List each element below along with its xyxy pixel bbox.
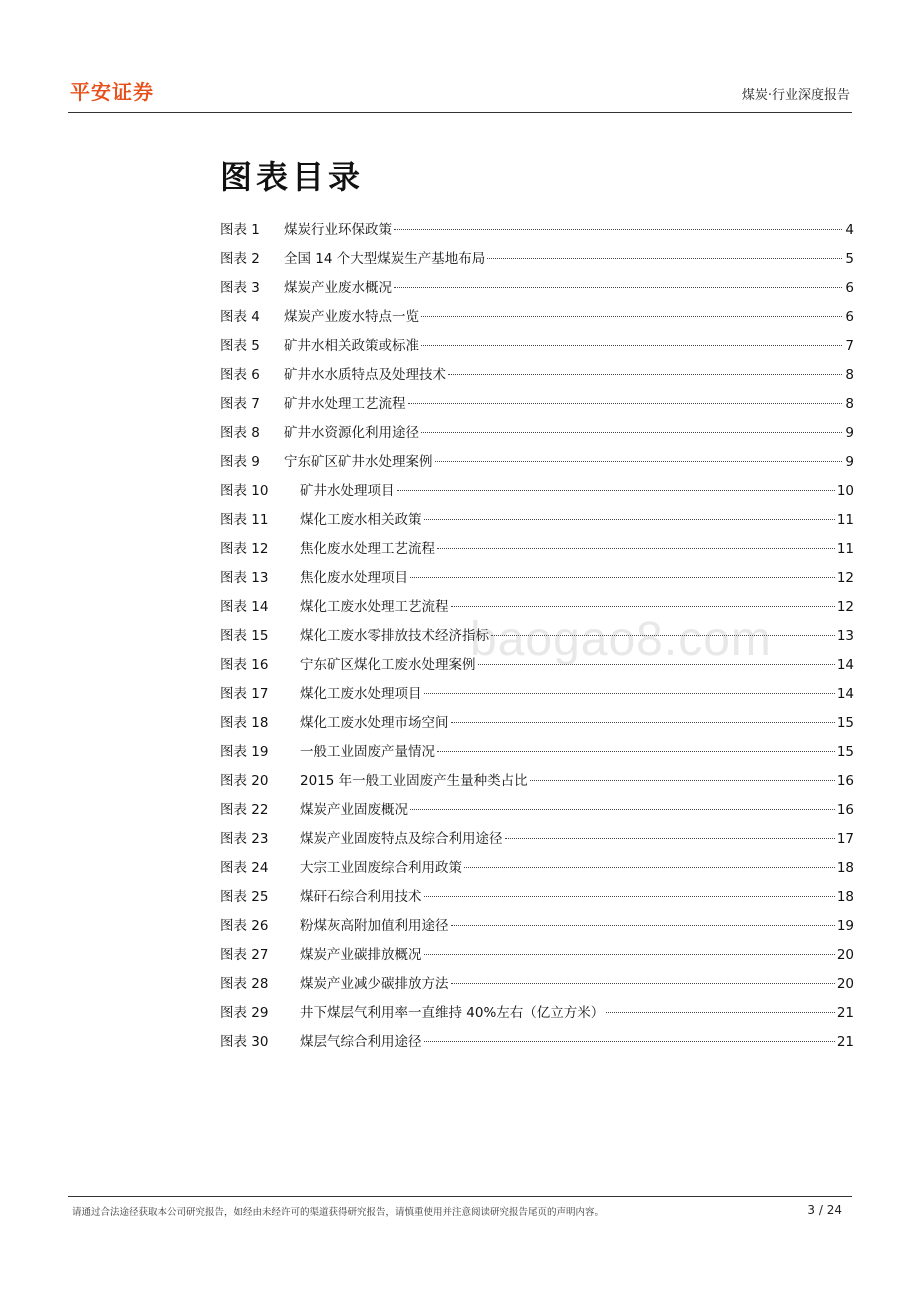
toc-dot-leader — [424, 693, 835, 694]
toc-entry-label: 图表 30 — [220, 1034, 269, 1050]
toc-dot-leader — [451, 925, 835, 926]
toc-entry-title: 煤炭产业固废概况 — [300, 802, 408, 818]
toc-entry-page: 9 — [845, 454, 854, 470]
toc-entry-page: 15 — [836, 744, 854, 760]
toc-entry-title: 煤炭产业废水特点一览 — [284, 309, 419, 325]
toc-entry-label: 图表 4 — [220, 309, 260, 325]
toc-entry-title: 2015 年一般工业固废产生量种类占比 — [300, 773, 528, 789]
toc-entry[interactable] — [220, 450, 854, 479]
toc-entry[interactable] — [220, 508, 854, 537]
toc-entry[interactable] — [220, 566, 854, 595]
toc-entry[interactable] — [220, 537, 854, 566]
toc-entry[interactable] — [220, 421, 854, 450]
toc-entry-label: 图表 5 — [220, 338, 260, 354]
toc-dot-leader — [435, 461, 843, 462]
toc-entry-label: 图表 11 — [220, 512, 269, 528]
toc-entry-page: 8 — [845, 367, 854, 383]
toc-entry-page: 18 — [836, 889, 854, 905]
toc-entry-title: 宁东矿区煤化工废水处理案例 — [300, 657, 476, 673]
toc-entry[interactable] — [220, 711, 854, 740]
toc-entry-page: 15 — [836, 715, 854, 731]
toc-entry-label: 图表 13 — [220, 570, 269, 586]
footer-disclaimer: 请通过合法途径获取本公司研究报告，如经由未经许可的渠道获得研究报告，请慎重使用并注意阅读研究报告尾页的声明内容。 — [72, 1207, 605, 1218]
toc-dot-leader — [451, 606, 835, 607]
toc-entry-title: 煤炭产业固废特点及综合利用途径 — [300, 831, 503, 847]
toc-entry[interactable] — [220, 769, 854, 798]
toc-entry-page: 21 — [836, 1034, 854, 1050]
toc-entry-label: 图表 15 — [220, 628, 269, 644]
footer-divider — [68, 1196, 852, 1197]
toc-entry-label: 图表 28 — [220, 976, 269, 992]
toc-entry[interactable] — [220, 392, 854, 421]
toc-entry-label: 图表 22 — [220, 802, 269, 818]
toc-dot-leader — [464, 867, 835, 868]
toc-entry-page: 20 — [836, 976, 854, 992]
toc-entry-title: 宁东矿区矿井水处理案例 — [284, 454, 433, 470]
toc-entry-title: 煤化工废水零排放技术经济指标 — [300, 628, 489, 644]
toc-entry-label: 图表 12 — [220, 541, 269, 557]
toc-entry-title: 矿井水处理工艺流程 — [284, 396, 406, 412]
toc-dot-leader — [448, 374, 842, 375]
toc-entry-title: 煤化工废水处理市场空间 — [300, 715, 449, 731]
toc-entry-title: 煤化工废水相关政策 — [300, 512, 422, 528]
toc-dot-leader — [530, 780, 835, 781]
toc-entry-label: 图表 29 — [220, 1005, 269, 1021]
watermark: baogao8.com — [470, 613, 772, 666]
toc-entry-title: 焦化废水处理工艺流程 — [300, 541, 435, 557]
toc-entry-page: 12 — [836, 599, 854, 615]
toc-dot-leader — [606, 1012, 835, 1013]
toc-entry[interactable] — [220, 943, 854, 972]
toc-entry-page: 11 — [836, 512, 854, 528]
toc-entry[interactable] — [220, 972, 854, 1001]
toc-entry-label: 图表 17 — [220, 686, 269, 702]
toc-entry-page: 17 — [836, 831, 854, 847]
toc-entry-title: 矿井水处理项目 — [300, 483, 395, 499]
company-logo: 平安证券 — [70, 80, 154, 104]
toc-entry[interactable] — [220, 914, 854, 943]
toc-entry-page: 10 — [836, 483, 854, 499]
toc-entry-page: 12 — [836, 570, 854, 586]
toc-dot-leader — [424, 519, 835, 520]
toc-dot-leader — [451, 983, 835, 984]
toc-entry-page: 14 — [836, 686, 854, 702]
toc-entry-title: 煤层气综合利用途径 — [300, 1034, 422, 1050]
report-type-label: 煤炭·行业深度报告 — [741, 88, 850, 103]
toc-entry-title: 煤炭行业环保政策 — [284, 222, 392, 238]
toc-dot-leader — [410, 809, 835, 810]
toc-entry-page: 7 — [845, 338, 854, 354]
toc-entry-label: 图表 10 — [220, 483, 269, 499]
toc-entry[interactable] — [220, 827, 854, 856]
toc-entry-page: 19 — [836, 918, 854, 934]
toc-entry-label: 图表 9 — [220, 454, 260, 470]
toc-entry-label: 图表 1 — [220, 222, 260, 238]
toc-entry-page: 9 — [845, 425, 854, 441]
toc-entry-title: 煤矸石综合利用技术 — [300, 889, 422, 905]
toc-entry-label: 图表 16 — [220, 657, 269, 673]
toc-entry-page: 4 — [845, 222, 854, 238]
toc-dot-leader — [424, 954, 835, 955]
toc-entry-label: 图表 20 — [220, 773, 269, 789]
toc-entry-title: 煤炭产业废水概况 — [284, 280, 392, 296]
toc-entry[interactable] — [220, 479, 854, 508]
toc-dot-leader — [410, 577, 835, 578]
toc-entry[interactable] — [220, 1001, 854, 1030]
toc-entry-page: 6 — [845, 309, 854, 325]
toc-entry-title: 大宗工业固废综合利用政策 — [300, 860, 462, 876]
toc-entry-label: 图表 27 — [220, 947, 269, 963]
toc-entry-label: 图表 2 — [220, 251, 260, 267]
toc-dot-leader — [437, 751, 835, 752]
toc-entry-title: 井下煤层气利用率一直维持 40%左右（亿立方米） — [300, 1005, 605, 1021]
toc-entry[interactable] — [220, 740, 854, 769]
toc-dot-leader — [505, 838, 835, 839]
toc-entry-page: 8 — [845, 396, 854, 412]
toc-entry[interactable] — [220, 798, 854, 827]
toc-dot-leader — [421, 345, 842, 346]
toc-entry-label: 图表 25 — [220, 889, 269, 905]
toc-dot-leader — [437, 548, 835, 549]
toc-entry[interactable] — [220, 1030, 854, 1059]
toc-entry-title: 一般工业固废产量情况 — [300, 744, 435, 760]
toc-entry-page: 13 — [836, 628, 854, 644]
toc-entry-label: 图表 23 — [220, 831, 269, 847]
toc-entry-title: 焦化废水处理项目 — [300, 570, 408, 586]
toc-entry-label: 图表 24 — [220, 860, 269, 876]
toc-entry-title: 煤炭产业减少碳排放方法 — [300, 976, 449, 992]
toc-entry-title: 全国 14 个大型煤炭生产基地布局 — [284, 251, 486, 267]
toc-entry[interactable] — [220, 276, 854, 305]
toc-dot-leader — [424, 1041, 835, 1042]
toc-entry-title: 粉煤灰高附加值利用途径 — [300, 918, 449, 934]
toc-entry-title: 矿井水资源化利用途径 — [284, 425, 419, 441]
toc-dot-leader — [397, 490, 835, 491]
page-title: 图表目录 — [220, 158, 365, 196]
page-number: 3 / 24 — [807, 1203, 842, 1217]
toc-entry-title: 煤炭产业碳排放概况 — [300, 947, 422, 963]
toc-dot-leader — [421, 316, 842, 317]
toc-entry-page: 14 — [836, 657, 854, 673]
toc-entry-page: 11 — [836, 541, 854, 557]
toc-dot-leader — [487, 258, 842, 259]
toc-entry-page: 5 — [845, 251, 854, 267]
toc-entry[interactable] — [220, 682, 854, 711]
toc-entry-label: 图表 7 — [220, 396, 260, 412]
toc-entry-page: 21 — [836, 1005, 854, 1021]
toc-entry-label: 图表 26 — [220, 918, 269, 934]
toc-dot-leader — [421, 432, 842, 433]
toc-entry[interactable] — [220, 247, 854, 276]
toc-entry[interactable] — [220, 218, 854, 247]
toc-entry[interactable] — [220, 856, 854, 885]
toc-entry-page: 16 — [836, 802, 854, 818]
toc-entry[interactable] — [220, 334, 854, 363]
toc-entry-label: 图表 18 — [220, 715, 269, 731]
toc-dot-leader — [451, 722, 835, 723]
toc-dot-leader — [394, 287, 842, 288]
toc-entry-label: 图表 6 — [220, 367, 260, 383]
toc-dot-leader — [408, 403, 843, 404]
toc-entry-label: 图表 19 — [220, 744, 269, 760]
toc-entry-title: 矿井水相关政策或标准 — [284, 338, 419, 354]
toc-entry-label: 图表 14 — [220, 599, 269, 615]
toc-entry-title: 矿井水水质特点及处理技术 — [284, 367, 446, 383]
toc-entry-page: 20 — [836, 947, 854, 963]
header-divider — [68, 112, 852, 113]
toc-entry-page: 18 — [836, 860, 854, 876]
toc-dot-leader — [394, 229, 842, 230]
toc-entry-label: 图表 3 — [220, 280, 260, 296]
toc-entry-page: 6 — [845, 280, 854, 296]
toc-entry-label: 图表 8 — [220, 425, 260, 441]
toc-entry-title: 煤化工废水处理项目 — [300, 686, 422, 702]
toc-entry-page: 16 — [836, 773, 854, 789]
toc-dot-leader — [424, 896, 835, 897]
toc-entry[interactable] — [220, 305, 854, 334]
toc-entry[interactable] — [220, 885, 854, 914]
toc-entry[interactable] — [220, 363, 854, 392]
toc-entry-title: 煤化工废水处理工艺流程 — [300, 599, 449, 615]
